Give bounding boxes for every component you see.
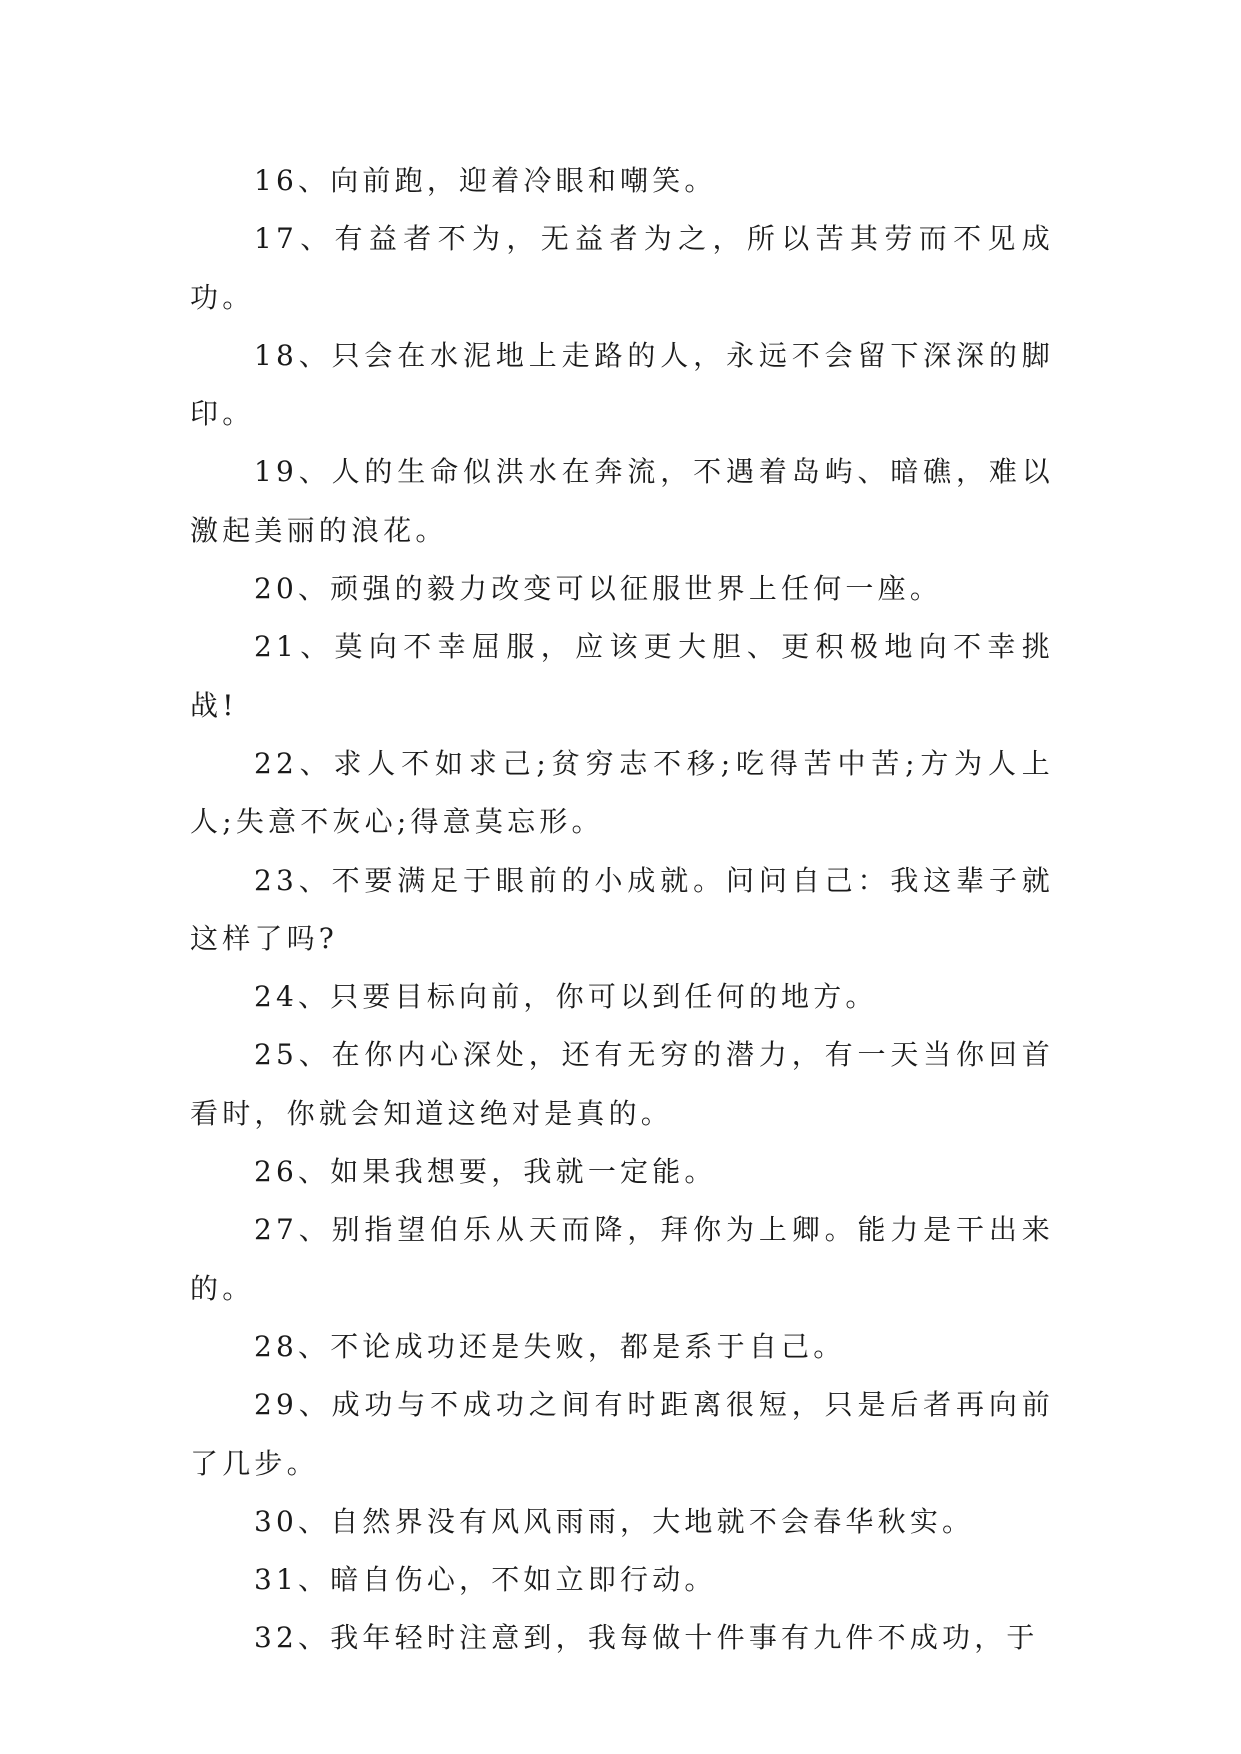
quote-paragraph-22: 22、求人不如求己;贫穷志不移;吃得苦中苦;方为人上人;失意不灰心;得意莫忘形。 bbox=[190, 746, 1054, 839]
quote-paragraph-19: 19、人的生命似洪水在奔流，不遇着岛屿、暗礁，难以激起美丽的浪花。 bbox=[190, 455, 1054, 547]
quote-paragraph-25: 25、在你内心深处，还有无穷的潜力，有一天当你回首看时，你就会知道这绝对是真的。 bbox=[190, 1038, 1054, 1130]
quote-paragraph-26: 26、如果我想要，我就一定能。 bbox=[254, 1155, 717, 1189]
document-body bbox=[190, 152, 1054, 1668]
quote-paragraph-23: 23、不要满足于眼前的小成就。问问自己：我这辈子就这样了吗? bbox=[190, 863, 1054, 955]
quote-paragraph-21: 21、莫向不幸屈服，应该更大胆、更积极地向不幸挑战! bbox=[190, 630, 1054, 722]
quote-paragraph-32: 32、我年轻时注意到，我每做十件事有九件不成功，于 bbox=[254, 1621, 1039, 1655]
quote-paragraph-27: 27、别指望伯乐从天而降，拜你为上卿。能力是干出来的。 bbox=[190, 1213, 1054, 1305]
quote-paragraph-18: 18、只会在水泥地上走路的人，永远不会留下深深的脚印。 bbox=[190, 338, 1054, 431]
quote-paragraph-30: 30、自然界没有风风雨雨，大地就不会春华秋实。 bbox=[254, 1504, 975, 1538]
quote-paragraph-29: 29、成功与不成功之间有时距离很短，只是后者再向前了几步。 bbox=[190, 1388, 1054, 1480]
quote-paragraph-16: 16、向前跑，迎着冷眼和嘲笑。 bbox=[254, 164, 717, 197]
quote-paragraph-17: 17、有益者不为，无益者为之，所以苦其劳而不见成功。 bbox=[190, 222, 1054, 314]
quote-paragraph-20: 20、顽强的毅力改变可以征服世界上任何一座。 bbox=[254, 572, 943, 606]
quote-paragraph-31: 31、暗自伤心，不如立即行动。 bbox=[254, 1563, 717, 1597]
quote-paragraph-24: 24、只要目标向前，你可以到任何的地方。 bbox=[254, 980, 878, 1014]
quote-paragraph-28: 28、不论成功还是失败，都是系于自己。 bbox=[254, 1329, 846, 1363]
